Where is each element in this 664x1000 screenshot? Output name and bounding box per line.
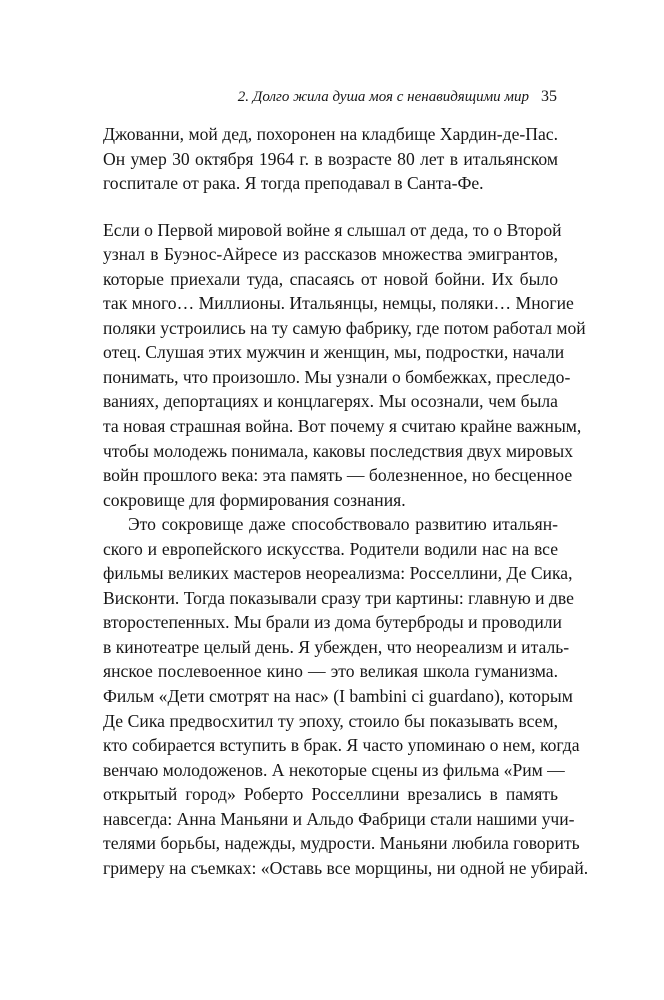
text-line: в кинотеатре целый день. Я убежден, что неореализм и италь- xyxy=(103,636,570,657)
text-line: фильмы великих мастеров неореализма: Росселлини, Де Сика, xyxy=(103,563,573,584)
text-line: Висконти. Тогда показывали сразу три картины: главную и две xyxy=(103,587,574,608)
text-line: навсегда: Анна Маньяни и Альдо Фабрици стали нашими учи- xyxy=(103,808,575,829)
text-line: Это сокровище даже способствовало развитию итальян- xyxy=(128,514,558,535)
paragraph-gap xyxy=(103,196,558,218)
text-line: та новая страшная война. Вот почему я считаю крайне важным, xyxy=(103,416,582,437)
text-line: госпитале от рака. Я тогда преподавал в Санта-Фе. xyxy=(103,173,484,194)
text-line: узнал в Буэнос-Айресе из рассказов множества эмигрантов, xyxy=(103,244,558,265)
text-line: телями борьбы, надежды, мудрости. Маньяни любила говорить xyxy=(103,833,580,854)
text-line: ваниях, депортациях и концлагерях. Мы осознали, чем была xyxy=(103,391,558,412)
text-line: Де Сика предвосхитил ту эпоху, стоило бы показывать всем, xyxy=(103,710,558,731)
text-line: сокровище для формирования сознания. xyxy=(103,489,406,510)
text-line: Фильм «Дети смотрят на нас» (I bambini ci guardano), которым xyxy=(103,686,573,707)
text-line: второстепенных. Мы брали из дома бутерброды и проводили xyxy=(103,612,562,633)
paragraph xyxy=(103,122,558,196)
text-line: так много… Миллионы. Итальянцы, немцы, поляки… Многие xyxy=(103,293,574,314)
text-line: кто собирается вступить в брак. Я часто упоминаю о нем, когда xyxy=(103,735,580,756)
text-line: которые приехали туда, спасаясь от новой бойни. Их было xyxy=(103,268,558,289)
text-line: чтобы молодежь понимала, каковы последствия двух мировых xyxy=(103,440,574,461)
text-line: гримеру на съемках: «Оставь все морщины, ни одной не убирай. xyxy=(103,857,589,878)
text-line: венчаю молодоженов. А некоторые сцены из фильма «Рим — xyxy=(103,759,565,780)
text-line: войн прошлого века: эта память — болезненное, но бесценное xyxy=(103,465,573,486)
running-head xyxy=(238,87,557,107)
text-line: Он умер 30 октября 1964 г. в возрасте 80 лет в итальянском xyxy=(103,148,558,169)
text-line: Если о Первой мировой войне я слышал от деда, то о Второй xyxy=(103,219,562,240)
text-line: ского и европейского искусства. Родители водили нас на все xyxy=(103,538,558,559)
paragraph xyxy=(103,512,589,880)
text-line: открытый город» Роберто Росселлини врезались в память xyxy=(103,784,558,805)
text-line: понимать, что произошло. Мы узнали о бомбежках, преследо- xyxy=(103,366,571,387)
text-line: янское послевоенное кино — это великая школа гуманизма. xyxy=(103,661,558,682)
body-text xyxy=(103,122,589,880)
chapter-title: 2. Долго жила душа моя с ненавидящими мир xyxy=(237,89,529,105)
text-line: Джованни, мой дед, похоронен на кладбище Хардин-де-Пас. xyxy=(103,124,558,144)
text-line: отец. Слушая этих мужчин и женщин, мы, подростки, начали xyxy=(103,342,565,363)
page-number: 35 xyxy=(541,88,557,105)
text-line: поляки устроились на ту самую фабрику, где потом работал мой xyxy=(103,317,586,338)
paragraph xyxy=(103,218,586,513)
